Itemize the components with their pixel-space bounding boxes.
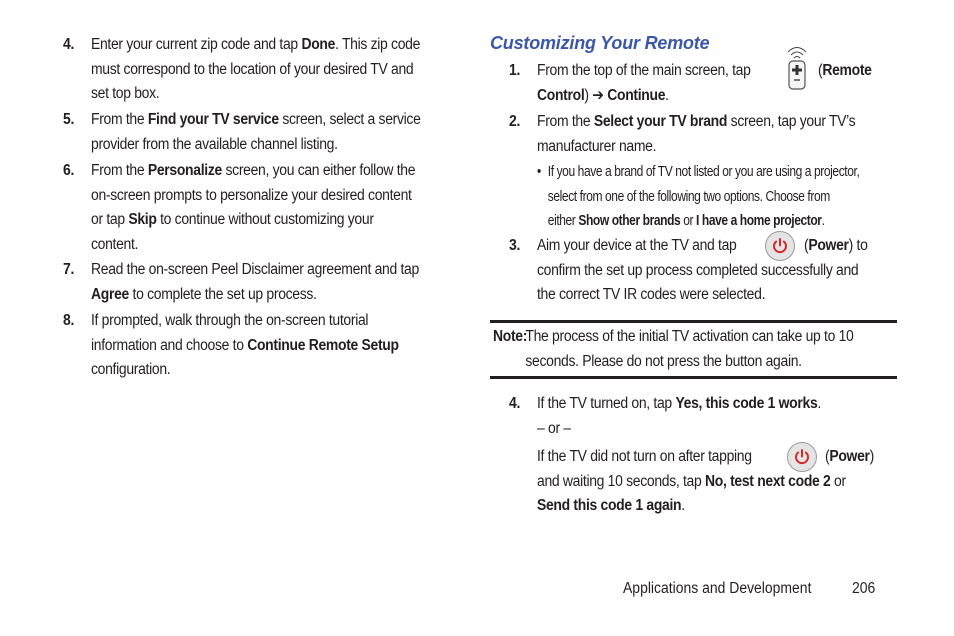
bullet-dot: •	[537, 164, 541, 180]
step-number: 4.	[509, 395, 521, 412]
power-label: (Power)	[825, 448, 874, 465]
section-heading: Customizing Your Remote	[490, 33, 710, 53]
step-text: Enter your current zip code and tap Done. This zip code must correspond to the location of your desired TV and set top box.	[91, 36, 421, 102]
step-text: From the top of the main screen, tap Control) ➔ Continue.	[537, 62, 751, 104]
step-number: 1.	[509, 62, 521, 79]
page-number: 206	[852, 580, 876, 597]
step-number: 2.	[509, 113, 521, 130]
footer-section: Applications and Development	[623, 580, 812, 597]
power-label: (Power) to	[804, 237, 868, 254]
remote-control-label: (Remote	[818, 62, 872, 79]
step-number: 7.	[63, 261, 75, 278]
step-text: From the Personalize screen, you can either follow the on-screen prompts to personalize your desired content or tap Skip to continue without customizing your content.	[91, 162, 416, 253]
note-bottom-rule	[490, 376, 897, 379]
step-number: 4.	[63, 36, 75, 53]
step-number: 5.	[63, 111, 75, 128]
remote-control-icon	[784, 44, 810, 97]
step-text: From the Find your TV service screen, select a service provider from the available channel listing.	[91, 111, 421, 153]
step-number: 6.	[63, 162, 75, 179]
power-icon	[765, 231, 795, 261]
bullet-text: If you have a brand of TV not listed or you are using a projector, select from one of the following two options. Choose from either Show other brands or I have a home projector.	[547, 164, 860, 229]
step-text: From the Select your TV brand screen, tap your TV’s manufacturer name.	[537, 113, 856, 155]
step-text: If the TV turned on, tap Yes, this code 1 works. – or – If the TV did not turn on after tapping and waiting 10 seconds, tap No, test next code 2 or Send this code 1 again.	[537, 395, 846, 514]
note-top-rule	[490, 320, 897, 323]
note-text: The process of the initial TV activation can take up to 10 seconds. Please do not press the button again.	[525, 328, 854, 370]
step-text: If prompted, walk through the on-screen tutorial information and choose to Continue Remote Setup configuration.	[91, 312, 399, 378]
note-label: Note:	[493, 328, 528, 345]
step-number: 8.	[63, 312, 75, 329]
step-text: Read the on-screen Peel Disclaimer agreement and tap Agree to complete the set up process.	[91, 261, 419, 303]
step-number: 3.	[509, 237, 521, 254]
power-icon	[787, 442, 817, 472]
step-text: Aim your device at the TV and tap confirm the set up process completed successfully and the correct TV IR codes were selected.	[537, 237, 859, 303]
